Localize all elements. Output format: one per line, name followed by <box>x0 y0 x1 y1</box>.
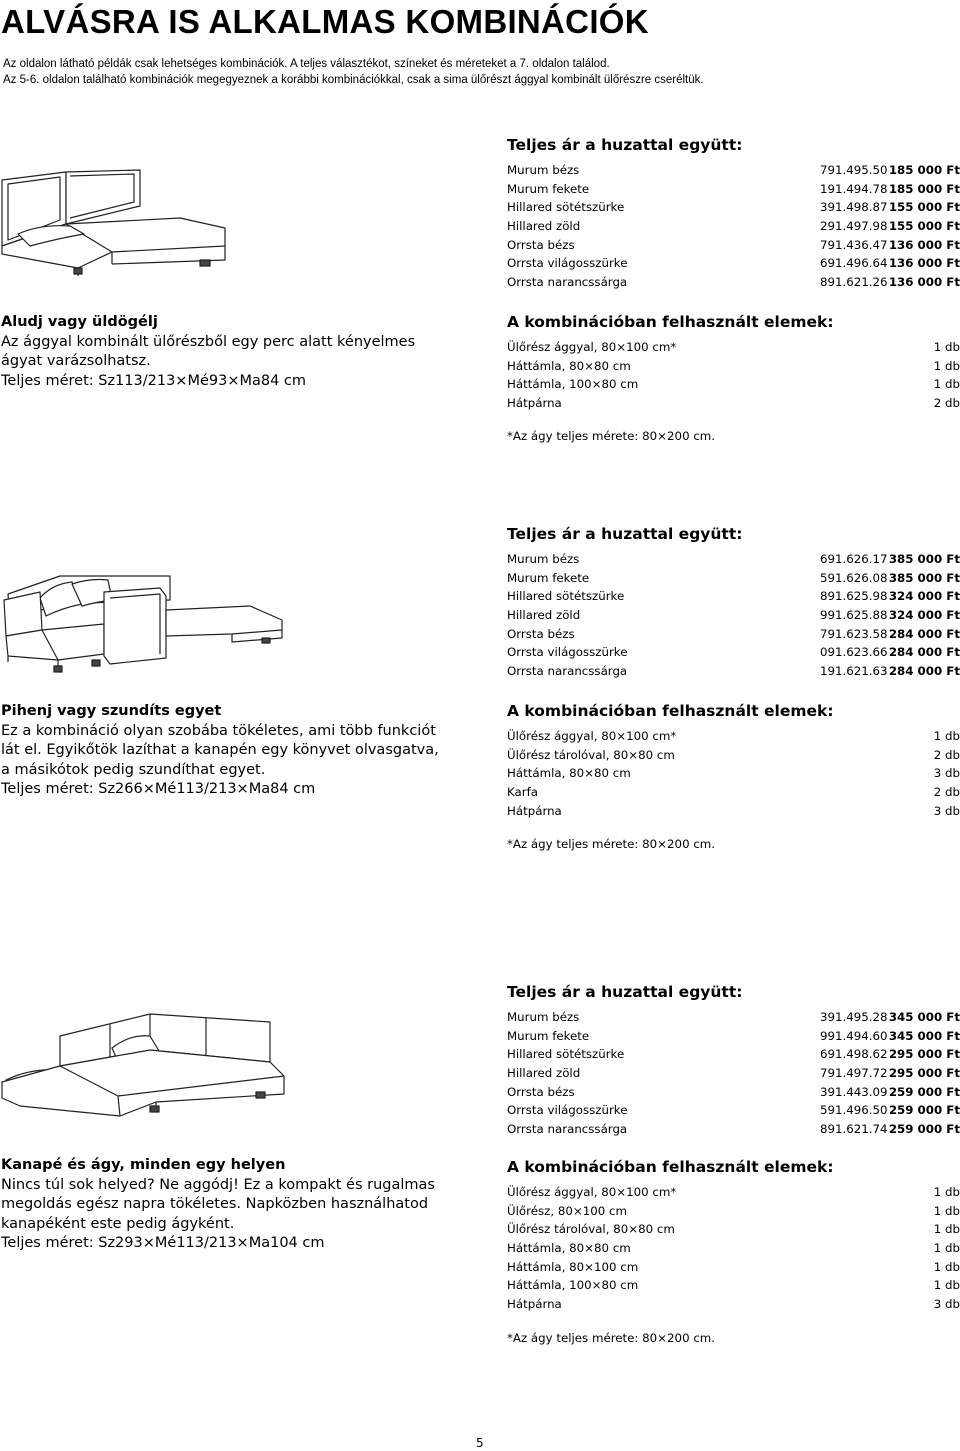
price-row <box>507 217 960 236</box>
price: 385 000 Ft <box>888 552 960 566</box>
component-name: Hátpárna <box>507 396 562 411</box>
footnote: *Az ágy teljes mérete: 80×200 cm. <box>507 1331 716 1345</box>
price: 155 000 Ft <box>888 219 960 234</box>
variant-name: Hillared sötétszürke <box>507 589 625 604</box>
price: 259 000 Ft <box>888 1084 960 1099</box>
component-row <box>507 1276 960 1295</box>
page-number: 5 <box>476 1436 484 1450</box>
component-row <box>507 1202 960 1221</box>
component-qty: 1 db <box>933 1278 960 1293</box>
intro-line: Az oldalon látható példák csak lehetséges kombinációk. A teljes választékot, színeket és méreteket a 7. oldalon találod. <box>3 58 610 70</box>
price-row <box>507 587 960 606</box>
description-line: Teljes méret: Sz113/213×Mé93×Ma84 cm <box>1 372 307 389</box>
price-row <box>507 1083 960 1102</box>
article-code: 691.626.17 <box>820 552 888 566</box>
price: 136 000 Ft <box>888 275 960 290</box>
component-qty: 1 db <box>933 358 960 373</box>
footnote: *Az ágy teljes mérete: 80×200 cm. <box>507 837 716 851</box>
article-code: 391.443.09 <box>820 1084 888 1099</box>
description-line: Teljes méret: Sz266×Mé113/213×Ma84 cm <box>1 781 316 797</box>
price-row <box>507 1027 960 1046</box>
component-name: Ülőrész ággyal, 80×100 cm* <box>507 1185 677 1199</box>
component-row <box>507 1239 960 1258</box>
price-row <box>507 662 960 681</box>
components-table <box>507 701 960 820</box>
price-row <box>507 236 960 255</box>
footnote: *Az ágy teljes mérete: 80×200 cm. <box>507 429 716 443</box>
variant-name: Hillared sötétszürke <box>507 200 625 215</box>
description-title: Aludj vagy üldögélj <box>1 314 158 330</box>
sofa-with-bed-illustration <box>0 570 290 680</box>
price-heading: Teljes ár a huzattal együtt: <box>507 983 743 1001</box>
combination-description <box>1 702 471 800</box>
article-code: 591.626.08 <box>820 570 888 585</box>
combination-description <box>1 313 471 391</box>
price-row <box>507 273 960 292</box>
article-code: 591.496.50 <box>820 1103 888 1118</box>
price-row <box>507 198 960 217</box>
component-qty: 1 db <box>933 377 960 392</box>
price-row <box>507 254 960 273</box>
component-qty: 1 db <box>933 1203 960 1218</box>
variant-name: Murum bézs <box>507 552 580 566</box>
price: 324 000 Ft <box>888 608 960 623</box>
intro-text <box>3 56 953 88</box>
article-code: 291.497.98 <box>820 219 888 234</box>
variant-name: Orrsta bézs <box>507 626 575 641</box>
price-row <box>507 1045 960 1064</box>
price-row <box>507 161 960 180</box>
price: 284 000 Ft <box>888 626 960 641</box>
component-name: Ülőrész tárolóval, 80×80 cm <box>507 1222 675 1237</box>
component-row <box>507 1220 960 1239</box>
article-code: 391.498.87 <box>820 200 888 215</box>
component-qty: 1 db <box>933 340 960 354</box>
sofa-bed-corner-illustration <box>0 168 230 280</box>
price: 385 000 Ft <box>888 570 960 585</box>
price: 259 000 Ft <box>888 1122 960 1137</box>
component-qty: 2 db <box>933 785 960 800</box>
price-row <box>507 180 960 199</box>
price: 136 000 Ft <box>888 256 960 271</box>
component-name: Háttámla, 80×80 cm <box>507 1241 631 1256</box>
component-name: Ülőrész ággyal, 80×100 cm* <box>507 729 677 743</box>
variant-name: Murum bézs <box>507 163 580 177</box>
component-row <box>507 357 960 376</box>
description-line: Az ággyal kombinált ülőrészből egy perc alatt kényelmes <box>1 333 416 350</box>
component-name: Hátpárna <box>507 1297 562 1312</box>
component-qty: 1 db <box>933 729 960 743</box>
price: 185 000 Ft <box>888 163 960 177</box>
component-qty: 1 db <box>933 1259 960 1274</box>
description-line: ágyat varázsolhatsz. <box>1 353 151 369</box>
price: 155 000 Ft <box>888 200 960 215</box>
component-name: Hátpárna <box>507 803 562 818</box>
variant-name: Orrsta bézs <box>507 1084 575 1099</box>
price-row <box>507 643 960 662</box>
component-name: Ülőrész, 80×100 cm <box>507 1203 627 1218</box>
price-row <box>507 1101 960 1120</box>
component-qty: 3 db <box>933 803 960 818</box>
price-table <box>507 524 960 681</box>
article-code: 791.497.72 <box>820 1066 888 1081</box>
component-qty: 3 db <box>933 766 960 781</box>
variant-name: Orrsta narancssárga <box>507 664 628 679</box>
price-row <box>507 1120 960 1139</box>
component-name: Háttámla, 100×80 cm <box>507 377 639 392</box>
article-code: 791.623.58 <box>820 626 888 641</box>
price: 284 000 Ft <box>888 645 960 660</box>
article-code: 391.495.28 <box>820 1010 888 1024</box>
price-row <box>507 1008 960 1027</box>
price-table <box>507 982 960 1139</box>
article-code: 991.625.88 <box>820 608 888 623</box>
variant-name: Orrsta világosszürke <box>507 256 628 271</box>
variant-name: Hillared zöld <box>507 219 581 234</box>
component-row <box>507 727 960 746</box>
variant-name: Orrsta narancssárga <box>507 1122 628 1137</box>
component-row <box>507 1183 960 1202</box>
description-line: megoldás egész napra tökéletes. Napközben használhatod <box>1 1196 429 1212</box>
article-code: 791.495.50 <box>820 163 888 177</box>
price-row <box>507 606 960 625</box>
description-line: Ez a kombináció olyan szobába tökéletes, ami több funkciót <box>1 722 436 739</box>
variant-name: Hillared zöld <box>507 608 581 623</box>
article-code: 091.623.66 <box>820 645 888 660</box>
variant-name: Murum fekete <box>507 1028 590 1043</box>
component-name: Háttámla, 100×80 cm <box>507 1278 639 1293</box>
component-row <box>507 764 960 783</box>
variant-name: Orrsta narancssárga <box>507 275 628 290</box>
article-code: 691.498.62 <box>820 1047 888 1062</box>
component-name: Ülőrész tárolóval, 80×80 cm <box>507 747 675 762</box>
price: 185 000 Ft <box>888 181 960 196</box>
component-qty: 1 db <box>933 1222 960 1237</box>
description-title: Pihenj vagy szundíts egyet <box>1 703 222 719</box>
combination-description <box>1 1156 471 1254</box>
variant-name: Orrsta bézs <box>507 237 575 252</box>
component-name: Ülőrész ággyal, 80×100 cm* <box>507 340 677 354</box>
modular-sofa-bed-illustration <box>0 1006 290 1118</box>
variant-name: Murum bézs <box>507 1010 580 1024</box>
price: 345 000 Ft <box>888 1028 960 1043</box>
variant-name: Murum fekete <box>507 181 590 196</box>
component-row <box>507 746 960 765</box>
variant-name: Murum fekete <box>507 570 590 585</box>
price: 284 000 Ft <box>888 664 960 679</box>
article-code: 791.436.47 <box>820 237 888 252</box>
description-line: Nincs túl sok helyed? Ne aggódj! Ez a kompakt és rugalmas <box>1 1176 435 1193</box>
article-code: 691.496.64 <box>820 256 888 271</box>
component-qty: 2 db <box>933 396 960 411</box>
price: 136 000 Ft <box>888 237 960 252</box>
description-line: Teljes méret: Sz293×Mé113/213×Ma104 cm <box>1 1235 325 1251</box>
price: 295 000 Ft <box>888 1047 960 1062</box>
description-title: Kanapé és ágy, minden egy helyen <box>1 1157 286 1173</box>
article-code: 991.494.60 <box>820 1028 888 1043</box>
component-row <box>507 783 960 802</box>
price: 345 000 Ft <box>888 1010 960 1024</box>
component-name: Karfa <box>507 785 538 800</box>
intro-line: Az 5-6. oldalon található kombinációk megegyeznek a korábbi kombinációkkal, csak a sima ülőrészt ággyal kombinált ülőrészre cseréltük. <box>3 74 704 86</box>
article-code: 191.494.78 <box>820 181 888 196</box>
component-row <box>507 394 960 413</box>
description-line: kanapéként este pedig ágyként. <box>1 1215 235 1232</box>
price: 324 000 Ft <box>888 589 960 604</box>
component-qty: 1 db <box>933 1241 960 1256</box>
components-heading: A kombinációban felhasznált elemek: <box>507 1158 834 1176</box>
component-name: Háttámla, 80×80 cm <box>507 358 631 373</box>
component-qty: 3 db <box>933 1297 960 1312</box>
component-name: Háttámla, 80×80 cm <box>507 766 631 781</box>
component-row <box>507 1258 960 1277</box>
component-qty: 2 db <box>933 747 960 762</box>
components-table <box>507 1157 960 1314</box>
components-heading: A kombinációban felhasznált elemek: <box>507 313 834 331</box>
component-row <box>507 802 960 821</box>
variant-name: Orrsta világosszürke <box>507 645 628 660</box>
variant-name: Orrsta világosszürke <box>507 1103 628 1118</box>
components-heading: A kombinációban felhasznált elemek: <box>507 702 834 720</box>
component-row <box>507 375 960 394</box>
component-name: Háttámla, 80×100 cm <box>507 1259 639 1274</box>
article-code: 191.621.63 <box>820 664 888 679</box>
price-row <box>507 569 960 588</box>
price: 295 000 Ft <box>888 1066 960 1081</box>
price-row <box>507 1064 960 1083</box>
price-table <box>507 135 960 292</box>
component-row <box>507 338 960 357</box>
page-title: ALVÁSRA IS ALKALMAS KOMBINÁCIÓK <box>1 3 649 40</box>
price-row <box>507 625 960 644</box>
variant-name: Hillared zöld <box>507 1066 581 1081</box>
price-heading: Teljes ár a huzattal együtt: <box>507 136 743 154</box>
components-table <box>507 312 960 413</box>
variant-name: Hillared sötétszürke <box>507 1047 625 1062</box>
article-code: 891.625.98 <box>820 589 888 604</box>
price: 259 000 Ft <box>888 1103 960 1118</box>
description-line: a másikótok pedig szundíthat egyet. <box>1 761 266 778</box>
price-heading: Teljes ár a huzattal együtt: <box>507 525 743 543</box>
price-row <box>507 550 960 569</box>
article-code: 891.621.26 <box>820 275 888 290</box>
component-row <box>507 1295 960 1314</box>
component-qty: 1 db <box>933 1185 960 1199</box>
description-line: lát el. Egyikőtök lazíthat a kanapén egy könyvet olvasgatva, <box>1 742 439 758</box>
article-code: 891.621.74 <box>820 1122 888 1137</box>
